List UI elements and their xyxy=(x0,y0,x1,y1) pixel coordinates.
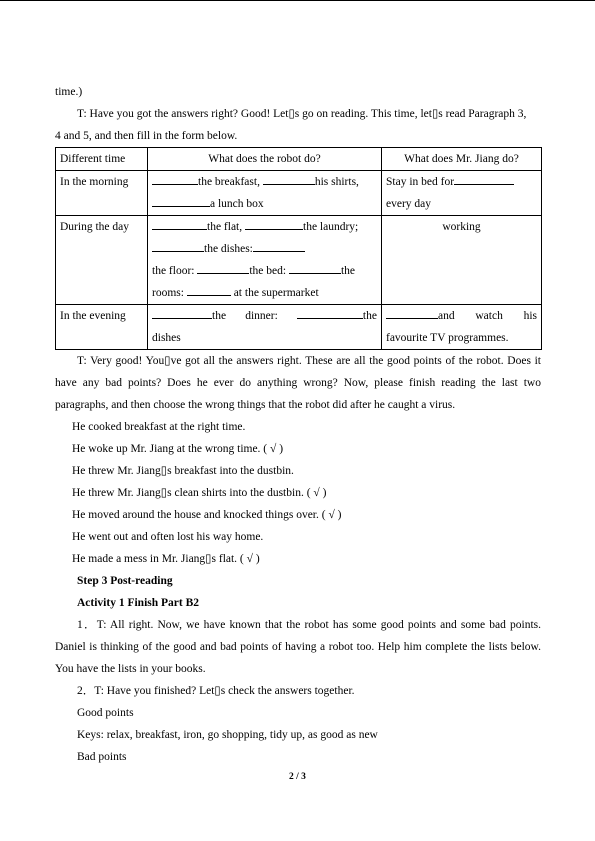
morning-robot xyxy=(148,171,382,216)
day-robot-e1: rooms: xyxy=(152,287,184,299)
header-different-time: Different time xyxy=(56,148,148,171)
intro-line-3: 4 and 5, and then fill in the form below. xyxy=(55,130,238,142)
header-robot: What does the robot do? xyxy=(148,148,382,171)
evening-time: In the evening xyxy=(56,305,148,350)
morning-robot-b: his shirts, xyxy=(314,176,359,188)
evening-jiang-c: his xyxy=(523,310,537,322)
table-row-morning xyxy=(56,171,542,216)
morning-jiang-b: every day xyxy=(386,198,432,210)
good-points-label: Good points xyxy=(77,707,134,719)
blank xyxy=(297,306,363,319)
evening-jiang-a: and xyxy=(438,310,455,322)
day-robot-b: the laundry; xyxy=(303,221,359,233)
statement-1: He cooked breakfast at the right time. xyxy=(72,421,246,433)
statement-2: He woke up Mr. Jiang at the wrong time. ( √ ) xyxy=(72,443,284,455)
evening-robot-b: dinner: xyxy=(245,310,278,322)
document-body xyxy=(55,81,541,768)
statement-4: He threw Mr. Jiang▯s clean shirts into the dustbin. ( √ ) xyxy=(72,487,327,499)
day-robot-c: the dishes: xyxy=(204,243,253,255)
header-mr-jiang: What does Mr. Jiang do? xyxy=(382,148,542,171)
blank xyxy=(152,194,210,207)
blank xyxy=(152,172,198,185)
evening-jiang-d: favourite TV programmes. xyxy=(386,332,509,344)
evening-robot-c: the xyxy=(362,310,377,322)
table-row-day xyxy=(56,216,542,305)
statement-6: He went out and often lost his way home. xyxy=(72,531,264,543)
para-one: 1．T: All right. Now, we have known that the robot has some good points and some bad points. Daniel is thinking of the good and bad points of having a robot too. Help him complete the lists below. You have the lists in your books. xyxy=(55,619,541,675)
step3-heading: Step 3 Post-reading xyxy=(77,575,173,587)
blank xyxy=(454,172,514,185)
blank xyxy=(197,261,249,274)
day-time: During the day xyxy=(56,216,148,305)
evening-robot-a: the xyxy=(212,310,227,322)
evening-jiang xyxy=(382,305,542,350)
statement-5: He moved around the house and knocked things over. ( √ ) xyxy=(72,509,342,521)
morning-jiang xyxy=(382,171,542,216)
blank xyxy=(152,239,204,252)
day-robot-a: the flat, xyxy=(207,221,243,233)
bad-points-label: Bad points xyxy=(77,751,127,763)
blank xyxy=(386,306,438,319)
day-robot-e2: at the supermarket xyxy=(233,287,319,299)
day-robot-d1: the floor: xyxy=(152,265,195,277)
intro-line-2: T: Have you got the answers right? Good! Let▯s go on reading. This time, let▯s read Paragraph 3, xyxy=(77,108,527,120)
statement-7: He made a mess in Mr. Jiang▯s flat. ( √ ) xyxy=(72,553,260,565)
para-two: 2．T: Have you finished? Let▯s check the answers together. xyxy=(77,685,355,697)
activity1-heading: Activity 1 Finish Part B2 xyxy=(77,597,200,609)
statement-3: He threw Mr. Jiang▯s breakfast into the dustbin. xyxy=(72,465,294,477)
day-robot xyxy=(148,216,382,305)
morning-jiang-a: Stay in bed for xyxy=(386,176,455,188)
evening-jiang-b: watch xyxy=(475,310,503,322)
evening-robot xyxy=(148,305,382,350)
blank xyxy=(187,283,231,296)
blank xyxy=(152,306,212,319)
header-rule xyxy=(0,0,595,1)
day-jiang: working xyxy=(382,216,542,305)
morning-robot-c: a lunch box xyxy=(210,198,264,210)
blank xyxy=(289,261,341,274)
blank xyxy=(253,239,305,252)
robot-schedule-table xyxy=(55,147,542,350)
para-bad-points: T: Very good! You▯ve got all the answers right. These are all the good points of the robot. Does it have any bad points? Does he ever do anything wrong? Now, please finish reading the last two paragraphs, and then choose the wrong things that the robot did after he caught a virus. xyxy=(55,355,541,411)
day-robot-d2: the bed: xyxy=(249,265,287,277)
intro-line-1: time.) xyxy=(55,86,83,98)
table-row-evening xyxy=(56,305,542,350)
blank xyxy=(263,172,315,185)
page-number: 2 / 3 xyxy=(289,772,306,782)
table-header-row xyxy=(56,148,542,171)
evening-robot-d: dishes xyxy=(152,332,181,344)
blank xyxy=(245,217,303,230)
morning-time: In the morning xyxy=(56,171,148,216)
keys-line: Keys: relax, breakfast, iron, go shopping, tidy up, as good as new xyxy=(77,729,378,741)
day-robot-d3: the xyxy=(340,265,356,277)
morning-robot-a: the breakfast, xyxy=(198,176,260,188)
blank xyxy=(152,217,207,230)
